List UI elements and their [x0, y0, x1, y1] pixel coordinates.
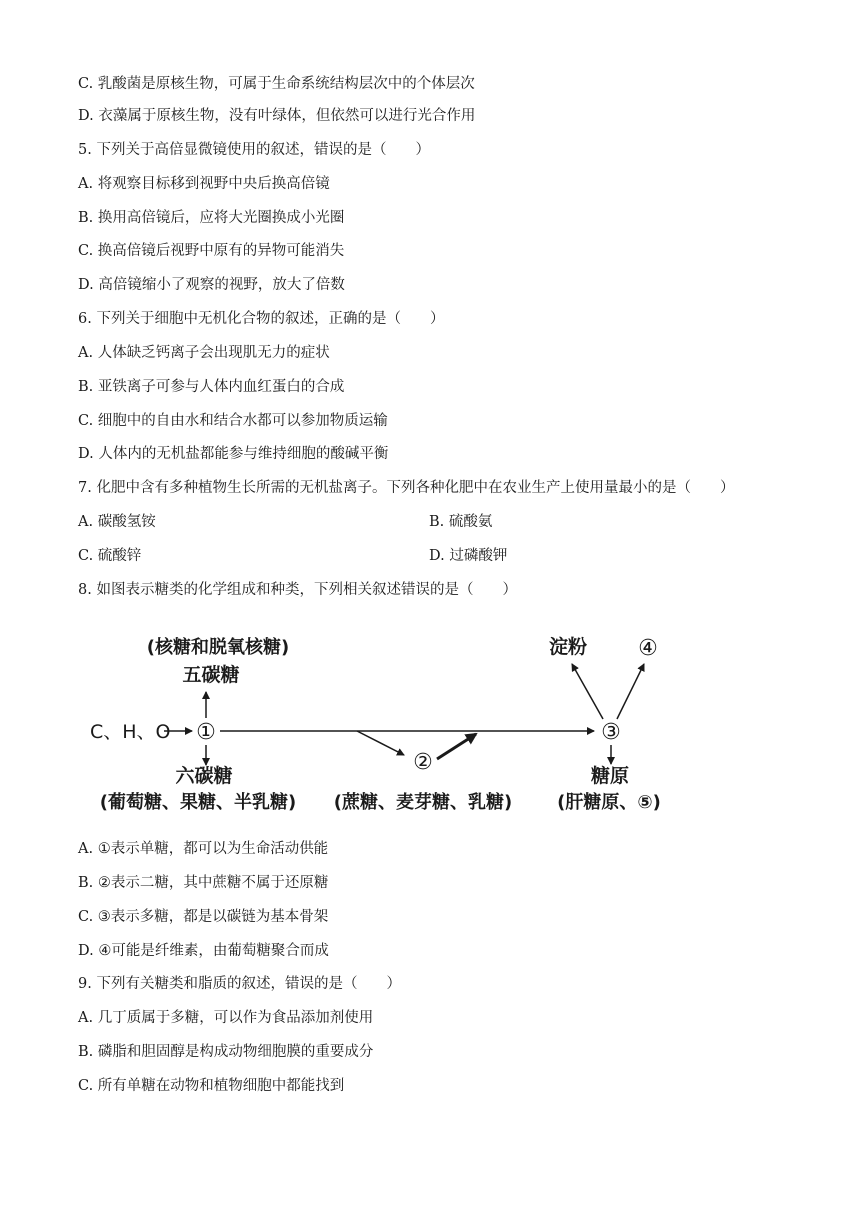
pentose-label: 五碳糖 [182, 664, 240, 686]
q4-option-c: C. 乳酸菌是原核生物，可属于生命系统结构层次中的个体层次 [78, 76, 475, 92]
node3-label: ③ [601, 720, 621, 745]
pentose-examples-label: (核糖和脱氧核糖) [146, 637, 290, 658]
q8-option-c: C. ③表示多糖，都是以碳链为基本骨架 [78, 909, 329, 925]
hexose-label: 六碳糖 [175, 765, 233, 787]
q7-option-d: D. 过磷酸钾 [429, 548, 508, 564]
q8-option-a: A. ①表示单糖，都可以为生命活动供能 [78, 841, 329, 857]
starch-label: 淀粉 [548, 636, 588, 658]
q6-stem: 6. 下列关于细胞中无机化合物的叙述，正确的是（ ） [78, 311, 445, 327]
arrow-node3-to-node4 [617, 664, 644, 719]
q7-option-a: A. 碳酸氢铵 [78, 514, 156, 530]
hexose-examples-label: (葡萄糖、果糖、半乳糖) [99, 792, 297, 813]
q9-stem: 9. 下列有关糖类和脂质的叙述，错误的是（ ） [78, 976, 401, 992]
q6-option-d: D. 人体内的无机盐都能参与维持细胞的酸碱平衡 [78, 446, 389, 462]
arrow-node3-to-starch [572, 664, 603, 719]
glycogen-label: 糖原 [590, 765, 630, 787]
q9-option-c: C. 所有单糖在动物和植物细胞中都能找到 [78, 1078, 345, 1094]
q7-option-b: B. 硫酸氨 [429, 514, 493, 530]
q8-option-d: D. ④可能是纤维素，由葡萄糖聚合而成 [78, 943, 329, 959]
q4-option-d: D. 衣藻属于原核生物，没有叶绿体，但依然可以进行光合作用 [78, 108, 476, 124]
arrow-node2-up [437, 734, 476, 759]
q9-option-a: A. 几丁质属于多糖，可以作为食品添加剂使用 [78, 1010, 374, 1026]
q5-option-d: D. 高倍镜缩小了观察的视野，放大了倍数 [78, 277, 345, 293]
q5-option-c: C. 换高倍镜后视野中原有的异物可能消失 [78, 243, 345, 259]
disaccharide-examples-label: (蔗糖、麦芽糖、乳糖) [333, 792, 513, 813]
q5-stem: 5. 下列关于高倍显微镜使用的叙述，错误的是（ ） [78, 142, 430, 158]
node1-label: ① [196, 720, 216, 745]
node4-label: ④ [638, 636, 658, 661]
q5-option-a: A. 将观察目标移到视野中央后换高倍镜 [78, 176, 330, 192]
q6-option-a: A. 人体缺乏钙离子会出现肌无力的症状 [78, 345, 330, 361]
arrow-to-node2 [357, 731, 404, 755]
q7-stem: 7. 化肥中含有多种植物生长所需的无机盐离子。下列各种化肥中在农业生产上使用量最小的是（ ） [78, 480, 735, 496]
q9-option-b: B. 磷脂和胆固醇是构成动物细胞膜的重要成分 [78, 1044, 374, 1060]
elements-label: C、H、O [90, 721, 171, 743]
sugar-classification-diagram [0, 620, 860, 820]
q7-option-c: C. 硫酸锌 [78, 548, 142, 564]
q5-option-b: B. 换用高倍镜后，应将大光圈换成小光圈 [78, 210, 345, 226]
q6-option-b: B. 亚铁离子可参与人体内血红蛋白的合成 [78, 379, 345, 395]
node2-label: ② [413, 750, 433, 775]
q8-stem: 8. 如图表示糖类的化学组成和种类，下列相关叙述错误的是（ ） [78, 582, 517, 598]
glycogen-examples-label: (肝糖原、⑤) [557, 792, 661, 813]
q8-option-b: B. ②表示二糖，其中蔗糖不属于还原糖 [78, 875, 329, 891]
q6-option-c: C. 细胞中的自由水和结合水都可以参加物质运输 [78, 413, 388, 429]
